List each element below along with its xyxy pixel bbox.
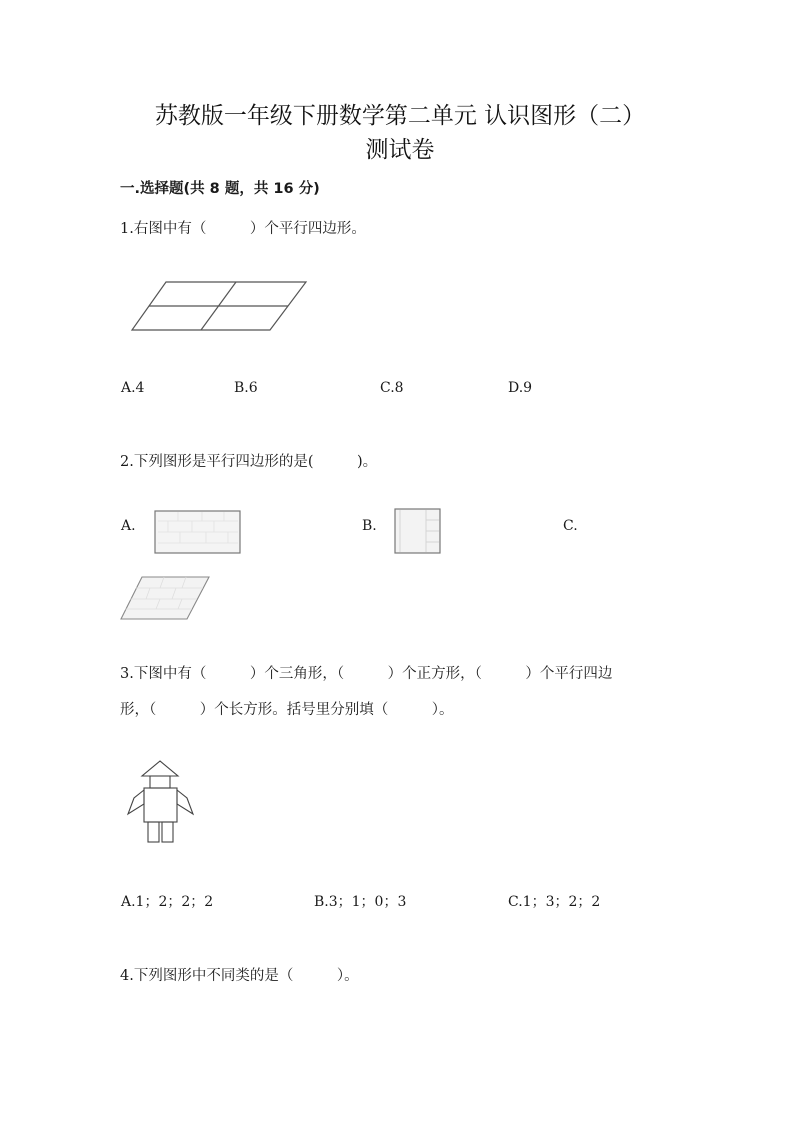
q2-rectangle-image	[154, 510, 242, 554]
q2-option-c[interactable]: C.	[563, 518, 578, 534]
page-title: 苏教版一年级下册数学第二单元 认识图形（二）	[154, 103, 646, 129]
q1-option-d[interactable]: D.9	[508, 380, 533, 396]
question-1-stem: 1.右图中有（ ）个平行四边形。	[120, 221, 366, 237]
q2-option-b[interactable]: B.	[362, 518, 377, 534]
q1-option-c[interactable]: C.8	[380, 380, 404, 396]
q3-option-a[interactable]: A.1；2；2；2	[121, 894, 214, 910]
q2-option-a[interactable]: A.	[121, 518, 136, 534]
page-subtitle: 测试卷	[365, 137, 435, 163]
question-2-stem: 2.下列图形是平行四边形的是( )。	[120, 454, 378, 470]
question-3-stem-line2: 形，（ ）个长方形。括号里分别填（ ）。	[120, 702, 454, 718]
question-3-stem-line1: 3.下图中有（ ）个三角形，（ ）个正方形，（ ）个平行四边	[120, 666, 613, 682]
q2-square-image	[394, 508, 442, 554]
question-4-stem: 4.下列图形中不同类的是（ ）。	[120, 968, 359, 984]
q3-option-c[interactable]: C.1；3；2；2	[508, 894, 601, 910]
q1-option-b[interactable]: B.6	[234, 380, 258, 396]
q3-robot-figure	[126, 760, 198, 846]
section-header: 一.选择题(共 8 题，共 16 分)	[120, 181, 320, 197]
q2-parallelogram-image	[120, 576, 212, 620]
q3-option-b[interactable]: B.3；1；0；3	[314, 894, 407, 910]
q1-parallelogram-figure	[130, 280, 310, 332]
q1-option-a[interactable]: A.4	[121, 380, 145, 396]
